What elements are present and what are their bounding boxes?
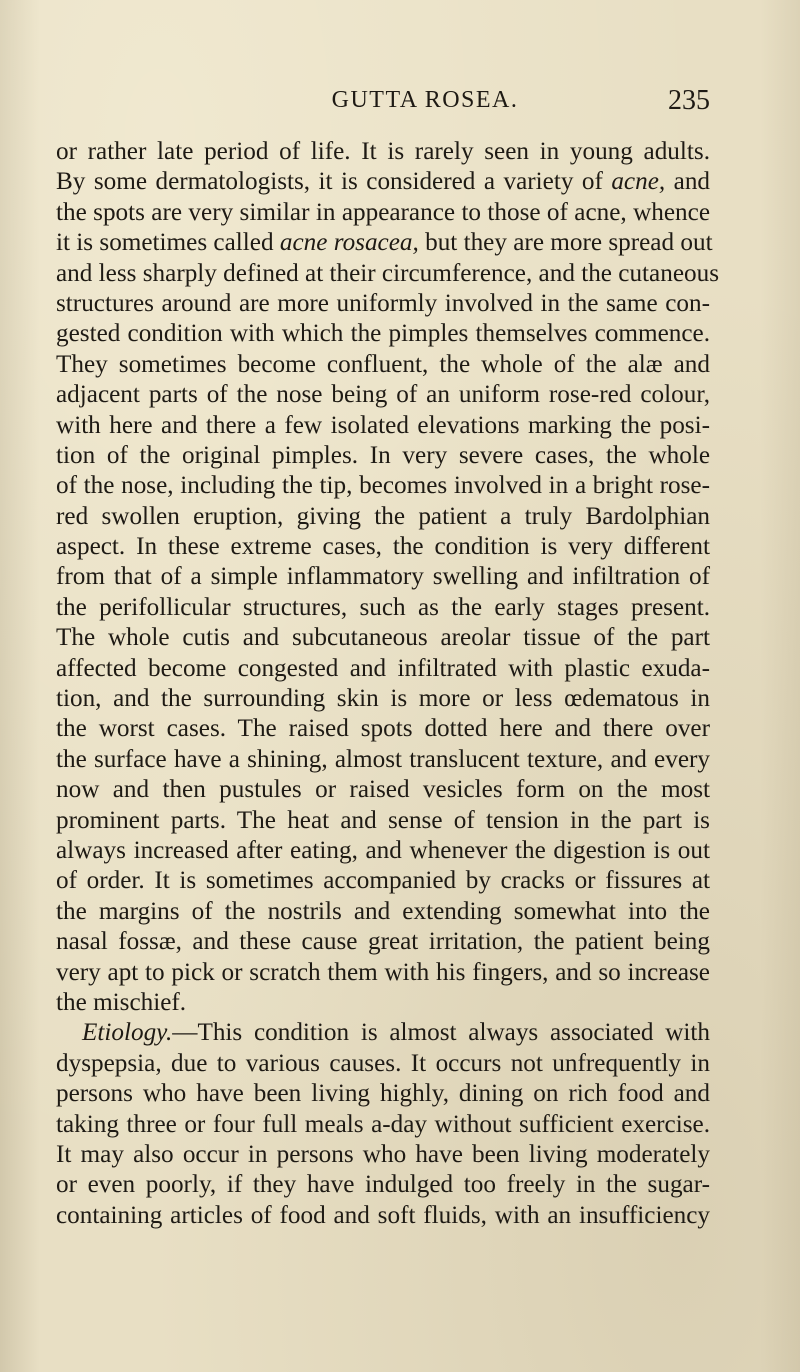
text-run: red swollen eruption, giving the patient a truly Bardolphian [56,502,710,530]
text-run: it is sometimes called [56,229,280,257]
text-run: the mischief. [56,988,187,1016]
text-run: and [665,168,711,196]
running-head [140,87,710,121]
text-run: from that of a simple inflammatory swelling and infiltration of [56,563,710,591]
text-line [56,714,710,744]
text-run: or even poorly, if they have indulged too freely in the sugar- [56,1171,710,1199]
text-line [56,411,710,441]
text-line [56,1049,710,1079]
text-run: aspect. In these extreme cases, the condition is very different [56,533,710,561]
text-run: gested condition with which the pimples themselves commence. [56,320,710,348]
text-line [56,654,710,684]
italic-text: acne, [611,168,666,196]
text-run: The whole cutis and subcutaneous areolar tissue of the part [56,624,710,652]
text-run: of order. It is sometimes accompanied by cracks or fissures at [56,867,710,895]
text-run: the margins of the nostrils and extending somewhat into the [56,897,710,925]
text-line [56,319,710,349]
text-line [56,350,710,380]
text-line [56,562,710,592]
text-line [56,1201,710,1231]
text-run: always increased after eating, and whenever the digestion is out [56,836,710,864]
body-text [56,137,719,1231]
text-run: They sometimes become confluent, the whole of the alæ and [56,350,710,378]
text-line [56,167,710,197]
text-line [56,532,710,562]
running-title: GUTTA ROSEA. [331,87,519,113]
text-run: prominent parts. The heat and sense of tension in the part is [56,806,710,834]
text-run: structures around are more uniformly involved in the same con- [56,289,710,317]
text-run: tion of the original pimples. In very severe cases, the whole [56,441,710,469]
text-run: the spots are very similar in appearance to those of acne, whence [56,198,710,226]
text-line [56,502,710,532]
text-line [56,866,710,896]
text-run: and less sharply defined at their circumference, and the cutaneous [56,259,719,287]
italic-text: acne rosacea, [279,229,419,257]
text-run: the surface have a shining, almost translucent texture, and every [56,745,710,773]
text-line [56,137,710,167]
text-run: very apt to pick or scratch them with his fingers, and so increase [56,958,710,986]
text-line [56,958,710,988]
text-run: the perifollicular structures, such as the early stages present. [56,593,710,621]
text-run: dyspepsia, due to various causes. It occurs not unfrequently in [56,1049,710,1077]
italic-text: Etiology. [82,1019,173,1047]
text-run: tion, and the surrounding skin is more or less œdematous in [56,685,710,713]
text-run: but they are more spread out [418,229,713,257]
text-line [56,1110,710,1140]
text-line [56,1079,710,1109]
text-line [56,1140,710,1170]
text-run: the worst cases. The raised spots dotted here and there over [56,715,710,743]
text-line [56,471,710,501]
text-run: adjacent parts of the nose being of an uniform rose-red colour, [56,381,710,409]
text-line [56,1170,710,1200]
text-line [56,198,710,228]
text-run: affected become congested and infiltrated with plastic exuda- [56,654,710,682]
text-run: of the nose, including the tip, becomes involved in a bright rose- [56,472,710,500]
text-line [56,775,710,805]
text-line [56,745,710,775]
text-line [56,441,710,471]
text-run: or rather late period of life. It is rarely seen in young adults. [56,138,710,165]
text-run: now and then pustules or raised vesicles form on the most [56,776,710,804]
text-line [56,927,710,957]
text-line [56,380,710,410]
text-line [56,259,719,289]
text-line [56,684,710,714]
text-run: persons who have been living highly, dining on rich food and [56,1080,710,1108]
text-line [56,836,710,866]
text-line [56,1018,710,1048]
text-line [56,806,710,836]
text-run: with here and there a few isolated elevations marking the posi- [56,411,710,439]
text-run: By some dermatologists, it is considered a variety of [56,168,612,196]
page-number: 235 [668,85,710,116]
text-run: —This condition is almost always associated with [172,1019,710,1047]
text-run: nasal fossæ, and these cause great irritation, the patient being [56,928,710,956]
text-line [56,593,710,623]
text-line [56,228,713,258]
text-run: It may also occur in persons who have been living moderately [56,1140,710,1168]
text-run: containing articles of food and soft fluids, with an insufficiency [56,1201,710,1229]
text-line [56,897,710,927]
text-line [56,289,710,319]
text-line [56,988,710,1018]
text-run: taking three or four full meals a-day without sufficient exercise. [56,1110,710,1138]
text-line [56,623,710,653]
